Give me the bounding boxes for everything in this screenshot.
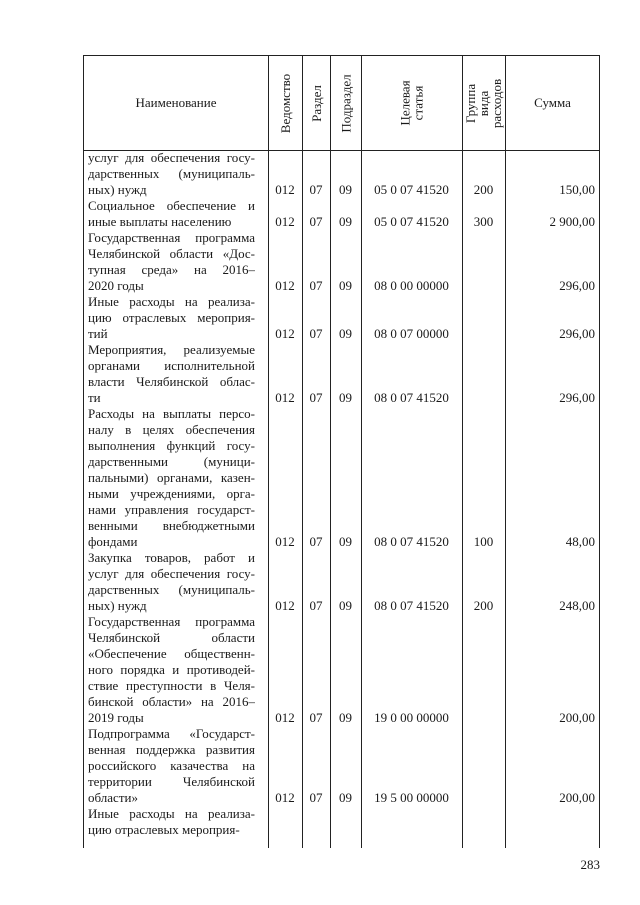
- cell-gruppa: 300: [473, 214, 494, 229]
- name-line: пальными) органами, казен-: [88, 470, 255, 485]
- cell-gruppa: 100: [473, 534, 494, 549]
- column-divider: [599, 55, 600, 848]
- cell-name: [83, 198, 259, 230]
- name-line: иные выплаты населению: [88, 214, 232, 229]
- header-podrazdel-cell: [331, 56, 361, 150]
- header-podrazdel: Подраздел: [338, 73, 354, 133]
- name-line: венная поддержка развития: [88, 742, 255, 757]
- name-line: Социальное обеспечение и: [88, 198, 255, 213]
- name-line: цию отраслевых мероприя-: [88, 822, 240, 837]
- name-line: бинской области» на 2016–: [88, 694, 255, 709]
- cell-summa: 2 900,00: [549, 214, 595, 229]
- cell-celevaya: 08 0 07 41520: [374, 598, 449, 613]
- cell-razdel: 07: [309, 390, 323, 405]
- cell-celevaya: 19 0 00 00000: [374, 710, 449, 725]
- name-line: ти: [88, 390, 101, 405]
- table-body: [83, 150, 599, 838]
- table-row: [83, 550, 599, 614]
- cell-celevaya: 08 0 07 00000: [374, 326, 449, 341]
- cell-name: [83, 614, 259, 726]
- name-line: услуг для обеспечения госу-: [88, 150, 255, 165]
- cell-razdel: 07: [309, 710, 323, 725]
- name-line: Иные расходы на реализа-: [88, 294, 255, 309]
- header-gruppa-cell: [463, 56, 505, 150]
- table-row: [83, 198, 599, 230]
- header-summa-cell: [506, 56, 599, 150]
- cell-celevaya: 08 0 00 00000: [374, 278, 449, 293]
- name-line: тий: [88, 326, 108, 341]
- cell-gruppa: 200: [473, 598, 494, 613]
- cell-ved: 012: [275, 182, 295, 197]
- name-line: услуг для обеспечения госу-: [88, 566, 255, 581]
- name-line: тупная среда» на 2016–: [88, 262, 255, 277]
- cell-celevaya: 08 0 07 41520: [374, 534, 449, 549]
- cell-summa: 296,00: [559, 326, 595, 341]
- name-line: Иные расходы на реализа-: [88, 806, 255, 821]
- page-number: 283: [580, 857, 600, 872]
- cell-podrazdel: 09: [339, 214, 352, 229]
- cell-celevaya: 05 0 07 41520: [374, 214, 449, 229]
- name-line: Подпрограмма «Государст-: [88, 726, 255, 741]
- cell-name: [83, 726, 259, 806]
- table-row: [83, 294, 599, 342]
- cell-name: [83, 150, 259, 198]
- cell-name: [83, 294, 259, 342]
- cell-razdel: 07: [309, 598, 323, 613]
- cell-name: [83, 550, 259, 614]
- name-line: ствие преступности в Челя-: [88, 678, 255, 693]
- cell-podrazdel: 09: [339, 182, 352, 197]
- name-line: Мероприятия, реализуемые: [88, 342, 255, 357]
- header-ved-cell: [269, 56, 302, 150]
- name-line: ного порядка и противодей-: [88, 662, 255, 677]
- cell-celevaya: 05 0 07 41520: [374, 182, 449, 197]
- name-line: Закупка товаров, работ и: [88, 550, 255, 565]
- name-line: венными внебюджетными: [88, 518, 255, 533]
- name-line: Челябинской области «Дос-: [88, 246, 255, 261]
- cell-podrazdel: 09: [339, 534, 352, 549]
- cell-gruppa: 200: [473, 182, 494, 197]
- cell-ved: 012: [275, 326, 295, 341]
- header-gruppa: Группа вида расходов: [463, 78, 505, 128]
- cell-podrazdel: 09: [339, 390, 352, 405]
- cell-summa: 296,00: [559, 390, 595, 405]
- name-line: цию отраслевых мероприя-: [88, 310, 255, 325]
- cell-summa: 200,00: [559, 710, 595, 725]
- header-name: Наименование: [135, 95, 217, 110]
- name-line: области»: [88, 790, 138, 805]
- name-line: нами управления государст-: [88, 502, 255, 517]
- name-line: фондами: [88, 534, 138, 549]
- name-line: 2019 годы: [88, 710, 144, 725]
- table-row: [83, 406, 599, 550]
- cell-summa: 150,00: [559, 182, 595, 197]
- cell-podrazdel: 09: [339, 790, 352, 805]
- header-summa: Сумма: [534, 95, 571, 110]
- name-line: власти Челябинской облас-: [88, 374, 255, 389]
- cell-celevaya: 19 5 00 00000: [374, 790, 449, 805]
- cell-name: [83, 806, 259, 838]
- table-row: [83, 342, 599, 406]
- cell-ved: 012: [275, 214, 295, 229]
- header-ved: Ведомство: [278, 73, 293, 133]
- cell-summa: 296,00: [559, 278, 595, 293]
- cell-ved: 012: [275, 790, 295, 805]
- cell-celevaya: 08 0 07 41520: [374, 390, 449, 405]
- name-line: дарственных (муниципаль-: [88, 582, 255, 597]
- cell-name: [83, 406, 259, 550]
- name-line: дарственными (муници-: [88, 454, 255, 469]
- name-line: Расходы на выплаты персо-: [88, 406, 255, 421]
- header-razdel: Раздел: [309, 84, 324, 122]
- name-line: «Обеспечение общественн-: [88, 646, 255, 661]
- cell-razdel: 07: [309, 278, 323, 293]
- name-line: Государственная программа: [88, 230, 255, 245]
- name-line: налу в целях обеспечения: [88, 422, 255, 437]
- cell-ved: 012: [275, 390, 295, 405]
- cell-ved: 012: [275, 278, 295, 293]
- name-line: 2020 годы: [88, 278, 144, 293]
- name-line: ными учреждениями, орга-: [88, 486, 255, 501]
- cell-name: [83, 230, 259, 294]
- name-line: территории Челябинской: [88, 774, 255, 789]
- table-row: [83, 806, 599, 838]
- name-line: российского казачества на: [88, 758, 255, 773]
- cell-summa: 248,00: [559, 598, 595, 613]
- cell-razdel: 07: [309, 790, 323, 805]
- cell-podrazdel: 09: [339, 326, 352, 341]
- header-razdel-cell: [303, 56, 330, 150]
- header-name-cell: [84, 56, 268, 150]
- table-row: [83, 150, 599, 198]
- cell-razdel: 07: [309, 214, 323, 229]
- name-line: ных) нужд: [88, 182, 147, 197]
- table-row: [83, 726, 599, 806]
- cell-ved: 012: [275, 710, 295, 725]
- cell-razdel: 07: [309, 534, 323, 549]
- header-celevaya: Целевая статья: [397, 80, 426, 126]
- cell-summa: 48,00: [565, 534, 595, 549]
- cell-name: [83, 342, 259, 406]
- cell-razdel: 07: [309, 326, 323, 341]
- name-line: ных) нужд: [88, 598, 147, 613]
- cell-ved: 012: [275, 534, 295, 549]
- cell-summa: 200,00: [559, 790, 595, 805]
- header-celevaya-cell: [362, 56, 462, 150]
- name-line: выполнения функций госу-: [88, 438, 255, 453]
- cell-podrazdel: 09: [339, 278, 352, 293]
- name-line: Челябинской области: [88, 630, 255, 645]
- name-line: органами исполнительной: [88, 358, 255, 373]
- table-row: [83, 614, 599, 726]
- cell-ved: 012: [275, 598, 295, 613]
- cell-podrazdel: 09: [339, 598, 352, 613]
- name-line: Государственная программа: [88, 614, 255, 629]
- cell-podrazdel: 09: [339, 710, 352, 725]
- table-row: [83, 230, 599, 294]
- name-line: дарственных (муниципаль-: [88, 166, 255, 181]
- cell-razdel: 07: [309, 182, 323, 197]
